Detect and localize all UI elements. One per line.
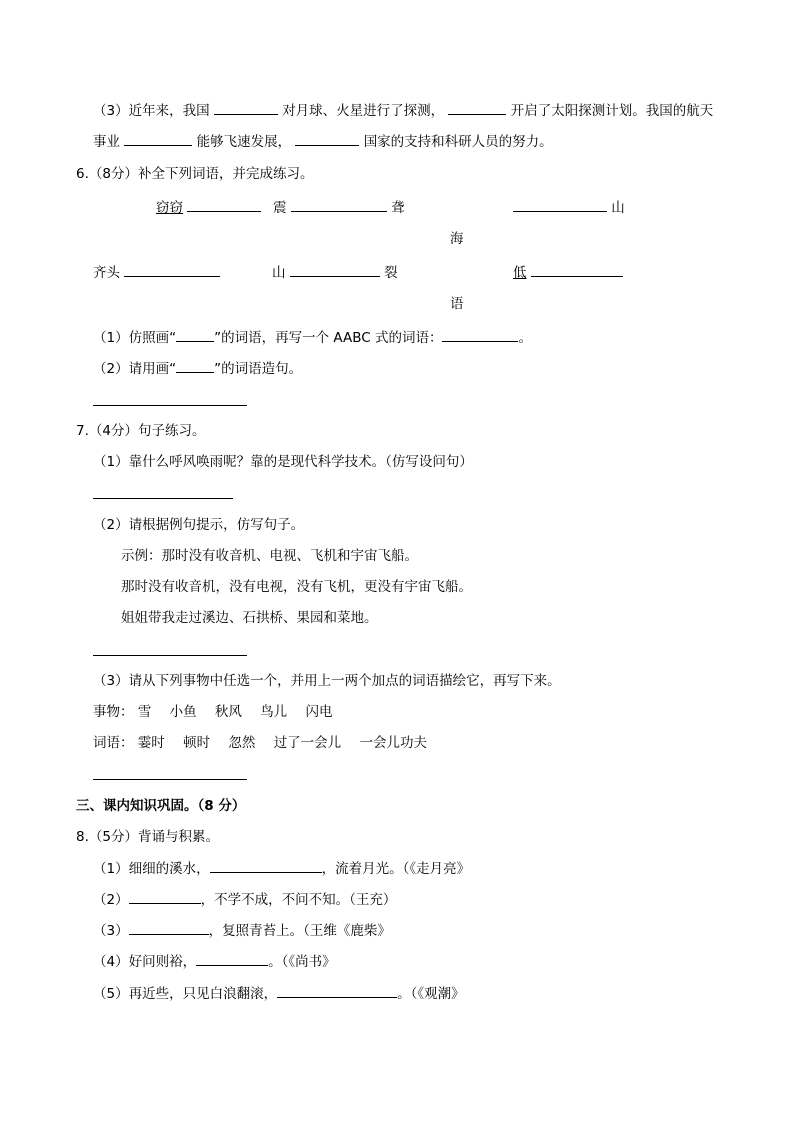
q7-example2: 那时没有收音机，没有电视，没有飞机，更没有宇宙飞船。 (121, 579, 472, 595)
answer-line[interactable] (93, 498, 233, 499)
things-row (93, 703, 346, 721)
text: （3）近年来，我国 (93, 103, 210, 119)
idiom-part: 聋 (391, 200, 405, 216)
q5-3-line1 (93, 101, 713, 120)
q7-sub2: （2）请根据例句提示，仿写句子。 (93, 517, 305, 533)
thing: 鸟儿 (260, 704, 288, 720)
text: ，复照青苔上。（王维《鹿柴》 (208, 923, 391, 939)
blank[interactable] (513, 198, 607, 212)
q7-example1: 示例：那时没有收音机、电视、飞机和宇宙飞船。 (121, 548, 418, 564)
blank[interactable] (210, 859, 322, 873)
idiom-part: 齐头 (93, 265, 120, 281)
text: （2）请用画“ (93, 361, 177, 377)
blank[interactable] (277, 984, 397, 998)
answer-line[interactable] (93, 655, 247, 656)
text: 能够飞速发展， (196, 134, 292, 150)
text: （1）仿照画“ (93, 330, 177, 346)
q7-prompt: 姐姐带我走过溪边、石拱桥、果园和菜地。 (121, 610, 378, 626)
text: 对月球、火星进行了探测， (282, 103, 445, 119)
blank[interactable] (196, 952, 268, 966)
word: 一会儿功夫 (359, 735, 427, 751)
label: 事物： (93, 704, 134, 720)
idiom-6 (513, 263, 623, 282)
q8-item-3 (93, 921, 391, 940)
text: 事业 (93, 134, 120, 150)
thing: 闪电 (305, 704, 333, 720)
section-title: 三、课内知识巩固。（8 分） (76, 798, 246, 814)
text: ，不学不成，不问不知。（王充） (200, 892, 397, 908)
answer-line[interactable] (93, 405, 247, 406)
text: 。（《观潮》 (397, 986, 465, 1002)
text: （5）再近些，只见白浪翻滚， (93, 986, 278, 1002)
blank[interactable] (124, 263, 220, 277)
blank (176, 328, 214, 342)
q8-item-5 (93, 984, 465, 1003)
words-row (93, 734, 441, 752)
text: 。 (518, 330, 532, 346)
thing: 小鱼 (169, 704, 197, 720)
blank[interactable] (214, 101, 278, 115)
idiom-part: 山 (611, 200, 625, 216)
text: （2） (93, 892, 129, 908)
q8-item-2 (93, 890, 396, 909)
word: 霎时 (137, 735, 165, 751)
thing: 雪 (137, 704, 152, 720)
word: 顿时 (183, 735, 211, 751)
idiom-part: 窃窃 (156, 200, 183, 216)
q8-item-4 (93, 952, 336, 971)
text: ”的词语，再写一个 AABC 式的词语： (214, 330, 443, 346)
answer-line[interactable] (93, 779, 247, 780)
text: ”的词语造句。 (214, 361, 303, 377)
idiom-1 (156, 198, 261, 217)
blank[interactable] (531, 263, 623, 277)
q7-title: 7.（4分）句子练习。 (76, 423, 206, 439)
q8-title: 8.（5分）背诵与积累。 (76, 829, 219, 845)
blank[interactable] (290, 263, 380, 277)
blank[interactable] (295, 132, 359, 146)
idiom-2 (273, 198, 405, 217)
blank[interactable] (129, 921, 209, 935)
blank[interactable] (124, 132, 192, 146)
blank[interactable] (187, 198, 261, 212)
label: 词语： (93, 735, 134, 751)
idiom-part: 低 (513, 265, 527, 281)
text: （1）细细的溪水， (93, 861, 210, 877)
idiom-part: 震 (273, 200, 287, 216)
text: 开启了太阳探测计划。我国的航天 (510, 103, 714, 119)
text: （3） (93, 923, 129, 939)
idiom-4 (93, 263, 220, 282)
blank[interactable] (129, 890, 201, 904)
idiom-5 (272, 263, 398, 282)
idiom-part: 裂 (384, 265, 398, 281)
word: 忽然 (228, 735, 256, 751)
text: 。（《尚书》 (268, 954, 336, 970)
q6-sub1 (93, 328, 532, 347)
blank[interactable] (291, 198, 387, 212)
text: ，流着月光。（《走月亮》 (321, 861, 471, 877)
idiom-part: 山 (272, 265, 286, 281)
blank[interactable] (448, 101, 506, 115)
text: （4）好问则裕， (93, 954, 197, 970)
q5-3-line2 (93, 132, 553, 151)
blank[interactable] (442, 328, 518, 342)
q7-sub1: （1）靠什么呼风唤雨呢？靠的是现代科学技术。（仿写设问句） (93, 454, 473, 470)
q6-title: 6.（8分）补全下列词语，并完成练习。 (76, 166, 314, 182)
word: 过了一会儿 (273, 735, 342, 751)
q7-sub3: （3）请从下列事物中任选一个，并用上一两个加点的词语描绘它，再写下来。 (93, 673, 561, 689)
text: 国家的支持和科研人员的努力。 (363, 134, 553, 150)
thing: 秋风 (214, 704, 242, 720)
q8-item-1 (93, 859, 470, 878)
idiom-hai: 海 (450, 231, 464, 247)
idiom-3 (513, 198, 625, 217)
blank (176, 359, 214, 373)
idiom-yu: 语 (450, 296, 464, 312)
q6-sub2 (93, 359, 302, 378)
